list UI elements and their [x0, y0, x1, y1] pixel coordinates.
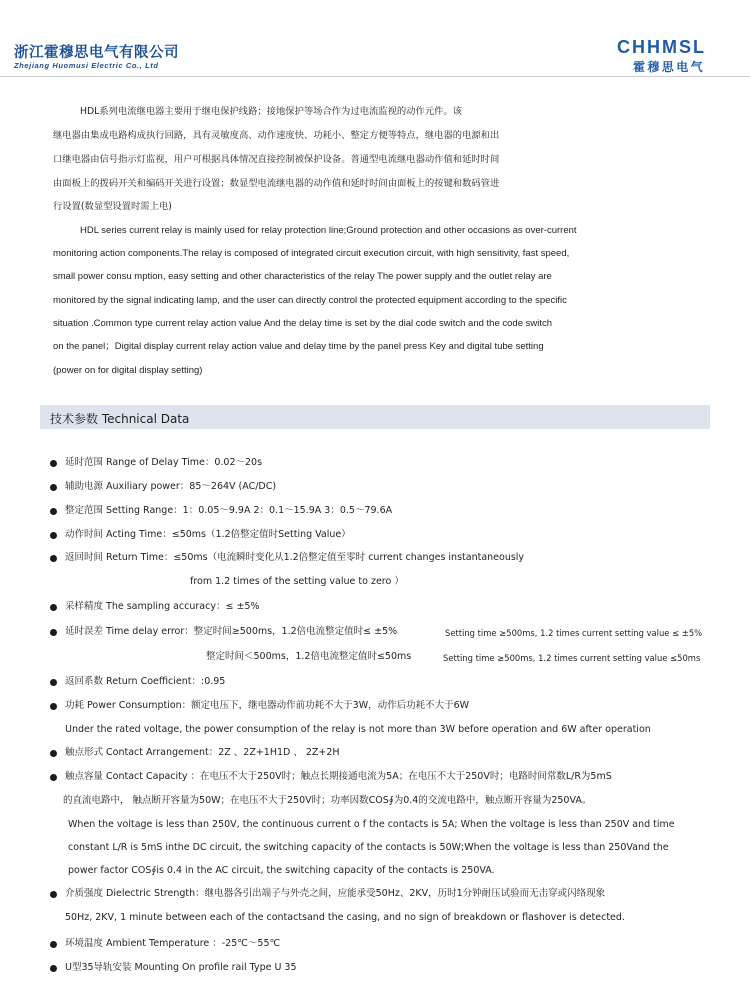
- spec-contact-capacity: 触点容量 Contact Capacity ：在电压不大于250V时；触点长期接通电流为5A；在电压不大于250V时；电路时间常数L/R为5mS: [65, 771, 612, 782]
- spec-delay-error-en2: Setting time ≥500ms, 1.2 times current setting value ≤50ms: [443, 653, 701, 663]
- spec-contact-arrangement: 触点形式 Contact Arrangement：2Z 、2Z+1H1D 、 2Z+2H: [65, 747, 340, 758]
- spec-aux-power: 辅助电源 Auxiliary power：85～264V (AC/DC): [65, 481, 277, 492]
- intro-en-line: small power consu mption, easy setting and other characteristics of the relay The power supply and the outlet relay are: [53, 271, 552, 282]
- spec-power-consumption-en: Under the rated voltage, the power consumption of the relay is not more than 3W before operation and 6W after operation: [65, 724, 651, 735]
- intro-en-line: monitoring action components.The relay is composed of integrated circuit execution circuit, with high sensitivity, fast speed,: [53, 248, 570, 259]
- intro-cn-line: HDL系列电流继电器主要用于继电保护线路；接地保护等场合作为过电流监视的动作元件。该: [80, 106, 462, 117]
- bullet-icon: [50, 460, 57, 467]
- spec-contact-capacity-en: power factor COS∮is 0.4 in the AC circuit, the switching capacity of the contacts is 250VA.: [68, 865, 495, 876]
- bullet-icon: [50, 965, 57, 972]
- intro-en-line: situation .Common type current relay action value And the delay time is set by the dial code switch and the code switch: [53, 318, 553, 329]
- bullet-icon: [50, 555, 57, 562]
- bullet-icon: [50, 508, 57, 515]
- spec-sampling-accuracy: 采样精度 The sampling accuracy：≤ ±5%: [65, 601, 260, 612]
- spec-dielectric-strength: 介质强度 Dielectric Strength：继电器各引出端子与外壳之间，应能承受50Hz、2KV，历时1分钟耐压试验而无击穿或闪络现象: [65, 888, 606, 899]
- spec-return-time-cont: from 1.2 times of the setting value to zero ）: [190, 576, 404, 587]
- spec-mounting: U型35导轨安装 Mounting On profile rail Type U 35: [65, 962, 297, 973]
- spec-delay-error-en1: Setting time ≥500ms, 1.2 times current setting value ≤ ±5%: [445, 628, 703, 638]
- spec-delay-error: 延时误差 Time delay error：整定时间≥500ms，1.2倍电流整定值时≤ ±5%: [65, 626, 398, 637]
- section-title: 技术参数 Technical Data: [50, 412, 190, 426]
- intro-en-line: (power on for digital display setting): [53, 365, 203, 376]
- brand-logo-text: CHHMSL: [617, 37, 706, 57]
- spec-contact-capacity-en: constant L/R is 5mS inthe DC circuit, the switching capacity of the contacts is 50W;When the voltage is less than 250Vand the: [68, 842, 669, 853]
- bullet-icon: [50, 703, 57, 710]
- bullet-icon: [50, 532, 57, 539]
- spec-delay-error-cn2: 整定时间＜500ms，1.2倍电流整定值时≤50ms: [206, 651, 412, 662]
- bullet-icon: [50, 604, 57, 611]
- bullet-icon: [50, 891, 57, 898]
- bullet-icon: [50, 941, 57, 948]
- spec-ambient-temperature: 环境温度 Ambient Temperature ：-25℃～55℃: [65, 938, 281, 949]
- bullet-icon: [50, 679, 57, 686]
- company-name-en: Zhejiang Huomusi Electric Co., Ltd: [14, 61, 159, 70]
- intro-cn-line: 继电器由集成电路构成执行回路，具有灵敏度高、动作速度快、功耗小、整定方便等特点，继电器的电源和出: [53, 130, 500, 141]
- spec-setting-range: 整定范围 Setting Range：1：0.05～9.9A 2：0.1～15.9A 3：0.5～79.6A: [65, 505, 393, 516]
- header-divider: [0, 76, 750, 77]
- intro-cn-line: 行设置(数显型设置时需上电): [53, 201, 172, 212]
- spec-contact-capacity-en: When the voltage is less than 250V, the continuous current o f the contacts is 5A; When the voltage is less than 250V and time: [68, 819, 675, 830]
- spec-power-consumption: 功耗 Power Consumption：额定电压下，继电器动作前功耗不大于3W，动作后功耗不大于6W: [65, 700, 470, 711]
- company-name-cn: 浙江霍穆思电气有限公司: [14, 45, 179, 61]
- spec-delay-range: 延时范围 Range of Delay Time：0.02～20s: [65, 457, 263, 468]
- intro-cn-line: 由面板上的拨码开关和编码开关进行设置；数显型电流继电器的动作值和延时时间由面板上的按键和数码管进: [53, 178, 500, 189]
- spec-return-time: 返回时间 Return Time：≤50ms（电流瞬时变化从1.2倍整定值至零时 current changes instantaneously: [65, 552, 525, 563]
- intro-en-line: monitored by the signal indicating lamp, and the user can directly control the protected equipment according to the specific: [53, 295, 567, 306]
- spec-return-coefficient: 返回系数 Return Coefficient：:0.95: [65, 676, 226, 687]
- spec-contact-capacity-cont: 的直流电路中， 触点断开容量为50W；在电压不大于250V时；功率因数COS∮为0.4的交流电路中，触点断开容量为250VA。: [63, 795, 592, 806]
- spec-acting-time: 动作时间 Acting Time：≤50ms（1.2倍整定值时Setting Value）: [65, 529, 351, 540]
- intro-en-line: HDL series current relay is mainly used for relay protection line;Ground protection and other occasions as over-current: [80, 225, 577, 236]
- intro-cn-line: 口继电器由信号指示灯监视，用户可根据具体情况直接控制被保护设备。普通型电流继电器动作值和延时时间: [53, 154, 500, 165]
- spec-dielectric-strength-en: 50Hz, 2KV, 1 minute between each of the contactsand the casing, and no sign of breakdown or flashover is detected.: [65, 912, 625, 923]
- brand-logo-cn: 霍穆思电气: [633, 60, 706, 74]
- bullet-icon: [50, 629, 57, 636]
- bullet-icon: [50, 750, 57, 757]
- bullet-icon: [50, 774, 57, 781]
- intro-en-line: on the panel；Digital display current relay action value and delay time by the panel press Key and digital tube setting: [53, 341, 544, 352]
- bullet-icon: [50, 484, 57, 491]
